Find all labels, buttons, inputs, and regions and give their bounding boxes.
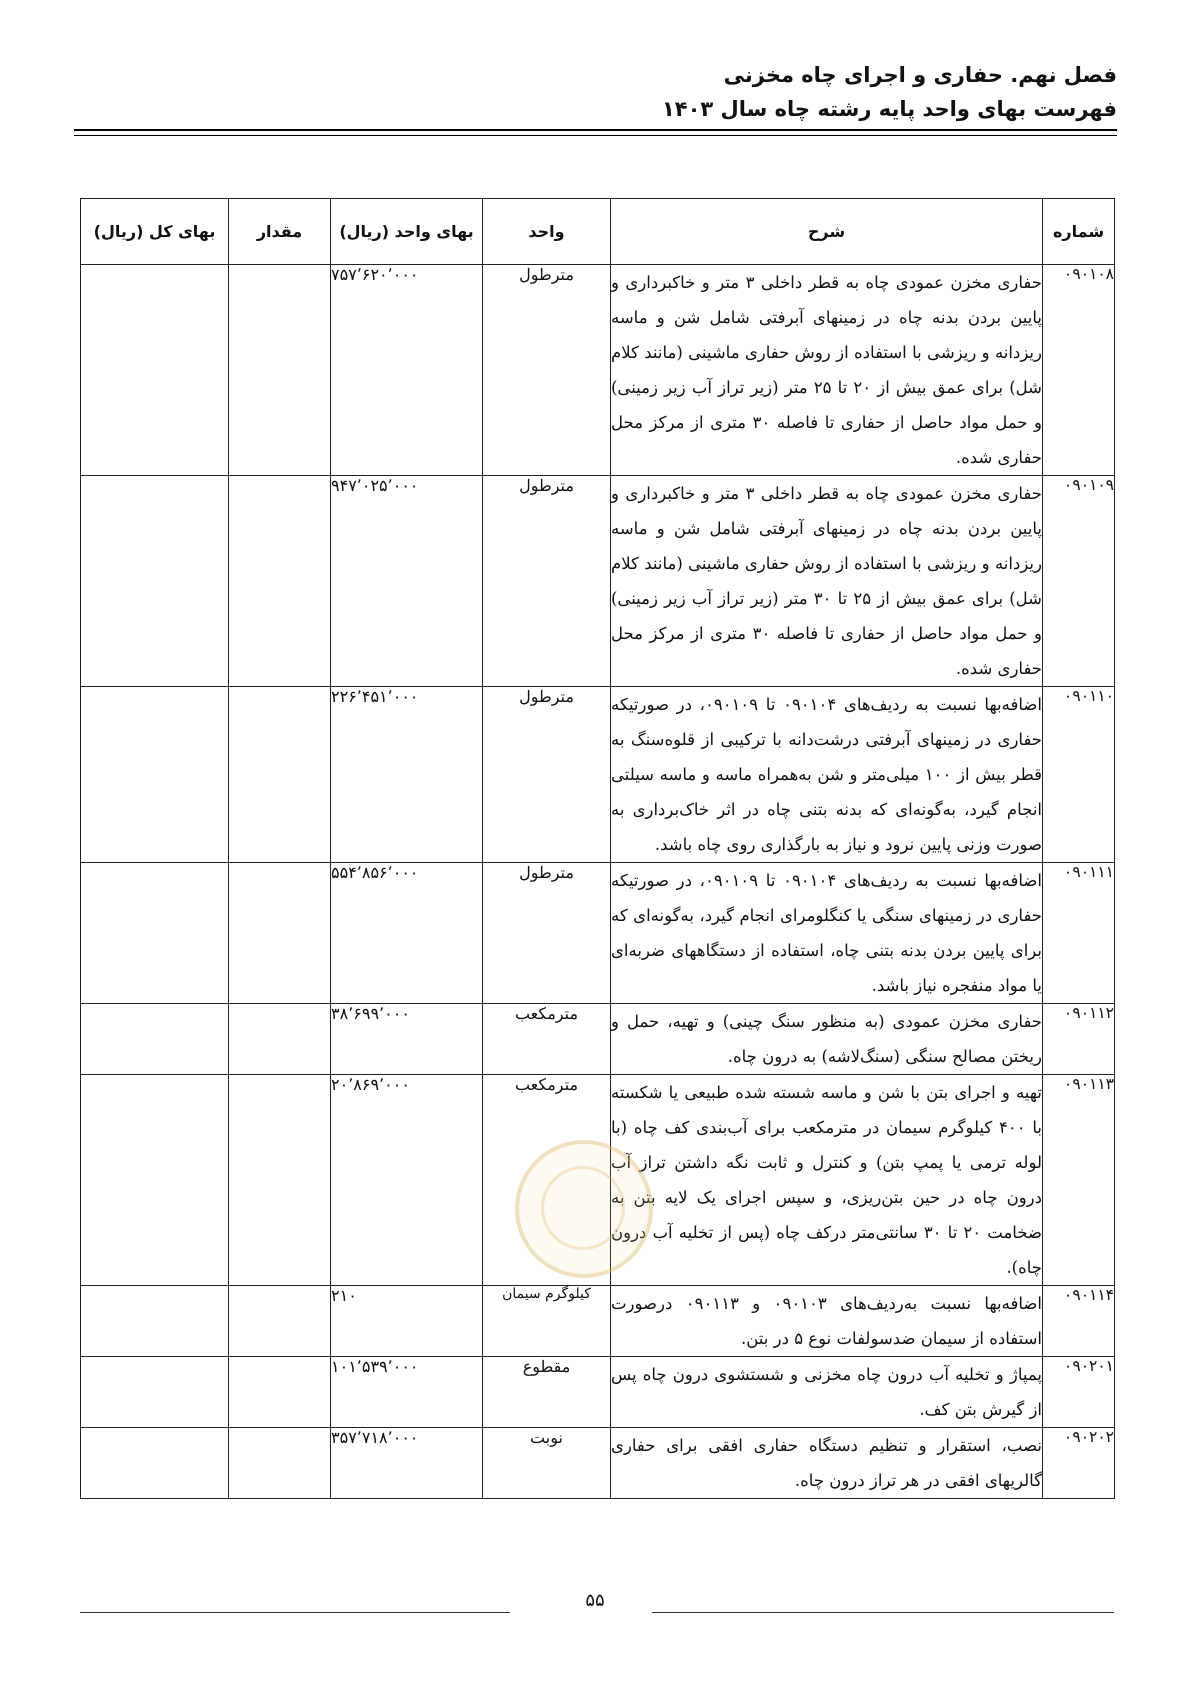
header-total: بهای کل (ریال) [81,199,229,265]
item-description: اضافه‌بها نسبت به ردیف‌های ۰۹۰۱۰۴ تا ۰۹۰۱۰۹، در صورتیکه حفاری در زمینهای سنگی یا کنگلومرای انجام گیرد، به‌گونه‌ای که برای پایین بردن بدنه بتنی چاه، استفاده از دستگاههای ضربه‌ای یا مواد منفجره نیاز باشد. [611,863,1043,1004]
item-number: ۰۹۰۱۰۸ [1043,265,1115,476]
header-rule-thick [74,129,1117,131]
item-total [81,687,229,863]
item-unit: مقطوع [483,1357,611,1428]
item-number: ۰۹۰۲۰۲ [1043,1428,1115,1499]
table-row [81,687,1115,863]
item-description: پمپاژ و تخلیه آب درون چاه مخزنی و شستشوی درون چاه پس از گیرش بتن کف. [611,1357,1043,1428]
item-quantity [229,1286,331,1357]
item-unit: مترمکعب [483,1075,611,1286]
item-total [81,265,229,476]
item-description: حفاری مخزن عمودی (به منظور سنگ چینی) و تهیه، حمل و ریختن مصالح سنگی (سنگ‌لاشه) به درون چاه. [611,1004,1043,1075]
table-row [81,1004,1115,1075]
item-unit: مترطول [483,476,611,687]
item-unit-price: ۲۰٬۸۶۹٬۰۰۰ [331,1075,483,1286]
header-qty: مقدار [229,199,331,265]
item-number: ۰۹۰۱۱۳ [1043,1075,1115,1286]
item-quantity [229,687,331,863]
footer-rule-left [80,1612,510,1613]
item-number: ۰۹۰۱۱۴ [1043,1286,1115,1357]
item-quantity [229,265,331,476]
item-unit: کیلوگرم سیمان [483,1286,611,1357]
item-total [81,1286,229,1357]
item-unit-price: ۲۱۰ [331,1286,483,1357]
page-header [662,58,1117,126]
header-unit: واحد [483,199,611,265]
item-unit-price: ۵۵۴٬۸۵۶٬۰۰۰ [331,863,483,1004]
header-rule-thin [74,135,1117,136]
chapter-title: فصل نهم. حفاری و اجرای چاه مخزنی [723,63,1117,87]
item-unit-price: ۲۲۶٬۴۵۱٬۰۰۰ [331,687,483,863]
item-unit: مترطول [483,687,611,863]
item-unit-price: ۱۰۱٬۵۳۹٬۰۰۰ [331,1357,483,1428]
item-description: نصب، استقرار و تنظیم دستگاه حفاری افقی برای حفاری گالریهای افقی در هر تراز درون چاه. [611,1428,1043,1499]
item-quantity [229,1075,331,1286]
item-number: ۰۹۰۱۰۹ [1043,476,1115,687]
item-description: حفاری مخزن عمودی چاه به قطر داخلی ۳ متر و خاکبرداری و پایین بردن بدنه چاه در زمینهای آبرفتی شامل شن و ماسه ریزدانه و ریزشی با استفاده از روش حفاری ماشینی (مانند کلام شل) برای عمق بیش از ۲۵ تا ۳۰ متر (زیر تراز آب زیر زمینی) و حمل مواد حاصل از حفاری تا فاصله ۳۰ متری از مرکز محل حفاری شده. [611,476,1043,687]
item-unit: مترطول [483,863,611,1004]
item-quantity [229,476,331,687]
table-row [81,1357,1115,1428]
item-number: ۰۹۰۲۰۱ [1043,1357,1115,1428]
item-number: ۰۹۰۱۱۲ [1043,1004,1115,1075]
item-description: تهیه و اجرای بتن با شن و ماسه شسته شده طبیعی یا شکسته با ۴۰۰ کیلوگرم سیمان در مترمکعب برای آب‌بندی کف چاه (با لوله ترمی یا پمپ بتن) و کنترل و ثابت نگه داشتن تراز آب درون چاه در حین بتن‌ریزی، و سپس اجرای یک لایه بتن به ضخامت ۲۰ تا ۳۰ سانتی‌متر درکف چاه (پس از تخلیه آب درون چاه). [611,1075,1043,1286]
item-description: حفاری مخزن عمودی چاه به قطر داخلی ۳ متر و خاکبرداری و پایین بردن بدنه چاه در زمینهای آبرفتی شامل شن و ماسه ریزدانه و ریزشی با استفاده از روش حفاری ماشینی (مانند کلام شل) برای عمق بیش از ۲۰ تا ۲۵ متر (زیر تراز آب زیر زمینی) و حمل مواد حاصل از حفاری تا فاصله ۳۰ متری از مرکز محل حفاری شده. [611,265,1043,476]
page-number: ۵۵ [585,1590,605,1611]
item-number: ۰۹۰۱۱۱ [1043,863,1115,1004]
table-row [81,1286,1115,1357]
item-description: اضافه‌بها نسبت به‌ردیف‌های ۰۹۰۱۰۳ و ۰۹۰۱۱۳ درصورت استفاده از سیمان ضدسولفات نوع ۵ در بتن. [611,1286,1043,1357]
footer-rule-right [652,1612,1114,1613]
watermark-seal [515,1140,653,1278]
list-title: فهرست بهای واحد پایه رشته چاه سال ۱۴۰۳ [661,97,1117,121]
item-description: اضافه‌بها نسبت به ردیف‌های ۰۹۰۱۰۴ تا ۰۹۰۱۰۹، در صورتیکه حفاری در زمینهای آبرفتی درشت‌دانه با ترکیبی از قلوه‌سنگ به قطر بیش از ۱۰۰ میلی‌متر و شن به‌همراه ماسه و ماسه سیلتی انجام گیرد، به‌گونه‌ای که بدنه بتنی چاه در اثر خاک‌برداری به صورت وزنی پایین نرود و نیاز به بارگذاری روی چاه باشد. [611,687,1043,863]
table-header-row [81,199,1115,265]
item-total [81,476,229,687]
item-number: ۰۹۰۱۱۰ [1043,687,1115,863]
item-total [81,1075,229,1286]
item-total [81,1428,229,1499]
item-unit-price: ۳۸٬۶۹۹٬۰۰۰ [331,1004,483,1075]
item-unit: مترطول [483,265,611,476]
table-row [81,265,1115,476]
price-table [80,198,1115,1499]
item-total [81,863,229,1004]
item-quantity [229,1357,331,1428]
header-desc: شرح [611,199,1043,265]
item-unit-price: ۳۵۷٬۷۱۸٬۰۰۰ [331,1428,483,1499]
table-row [81,863,1115,1004]
item-quantity [229,863,331,1004]
item-unit: نوبت [483,1428,611,1499]
table-row [81,476,1115,687]
header-num: شماره [1043,199,1115,265]
item-quantity [229,1004,331,1075]
header-price: بهای واحد (ریال) [331,199,483,265]
item-unit-price: ۷۵۷٬۶۲۰٬۰۰۰ [331,265,483,476]
item-unit-price: ۹۴۷٬۰۲۵٬۰۰۰ [331,476,483,687]
item-quantity [229,1428,331,1499]
item-total [81,1357,229,1428]
table-row [81,1428,1115,1499]
item-unit: مترمکعب [483,1004,611,1075]
item-total [81,1004,229,1075]
